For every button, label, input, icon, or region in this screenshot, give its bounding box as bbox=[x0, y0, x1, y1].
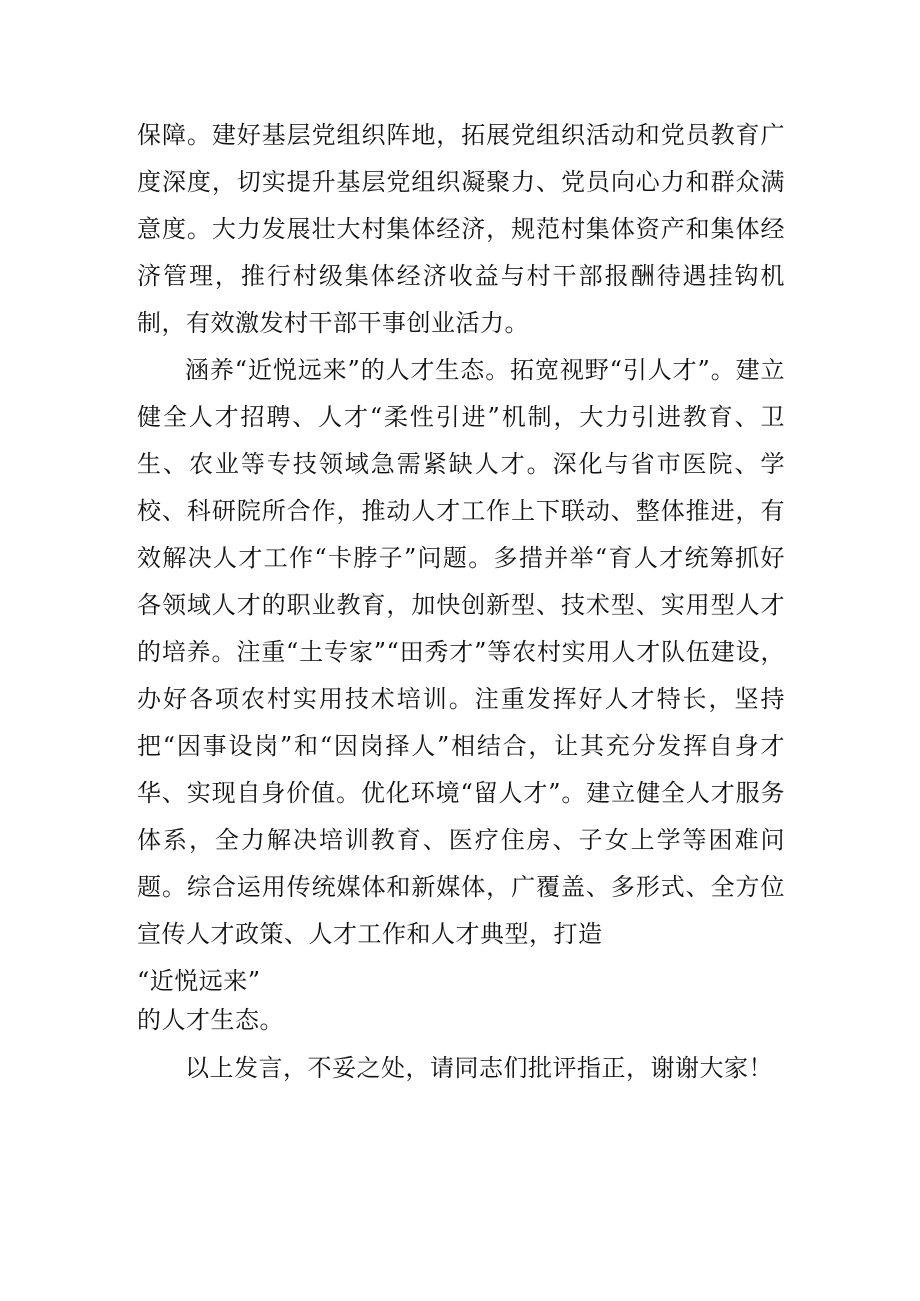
paragraph-talent-ecology-tail-2: 的人才生态。 bbox=[137, 1006, 284, 1034]
paragraph-talent-ecology-tail-1: “近悦远来” bbox=[137, 967, 261, 995]
paragraph-talent-ecology: 涵养“近悦远来”的人才生态。拓宽视野“引人才”。建立健全人才招聘、人才“柔性引进”机制，大力引进教育、卫生、农业等专技领域急需紧缺人才。深化与省市医院、学校、科研院所合作，推动人才工作上下联动、整体推进，有效解决人才工作“卡脖子”问题。多措并举“育人才统筹抓好各领域人才的职业教育，加快创新型、技术型、实用型人才的培养。注重“土专家”“田秀才”等农村实用人才队伍建设，办好各项农村实用技术培训。注重发挥好人才特长，坚持把“因事设岗”和“因岗择人”相结合，让其充分发挥自身才华、实现自身价值。优化环境“留人才”。建立健全人才服务体系，全力解决培训教育、医疗住房、子女上学等困难问题。综合运用传统媒体和新媒体，广覆盖、多形式、全方位宣传人才政策、人才工作和人才典型，打造 bbox=[137, 356, 785, 948]
closing-remarks: 以上发言，不妥之处，请同志们批评指正，谢谢大家！ bbox=[185, 1054, 773, 1082]
document-body bbox=[137, 112, 785, 1092]
paragraph-party-building: 保障。建好基层党组织阵地，拓展党组织活动和党员教育广度深度，切实提升基层党组织凝聚力、党员向心力和群众满意度。大力发展壮大村集体经济，规范村集体资产和集体经济管理，推行村级集体经济收益与村干部报酬待遇挂钩机制，有效激发村干部干事创业活力。 bbox=[137, 121, 785, 337]
